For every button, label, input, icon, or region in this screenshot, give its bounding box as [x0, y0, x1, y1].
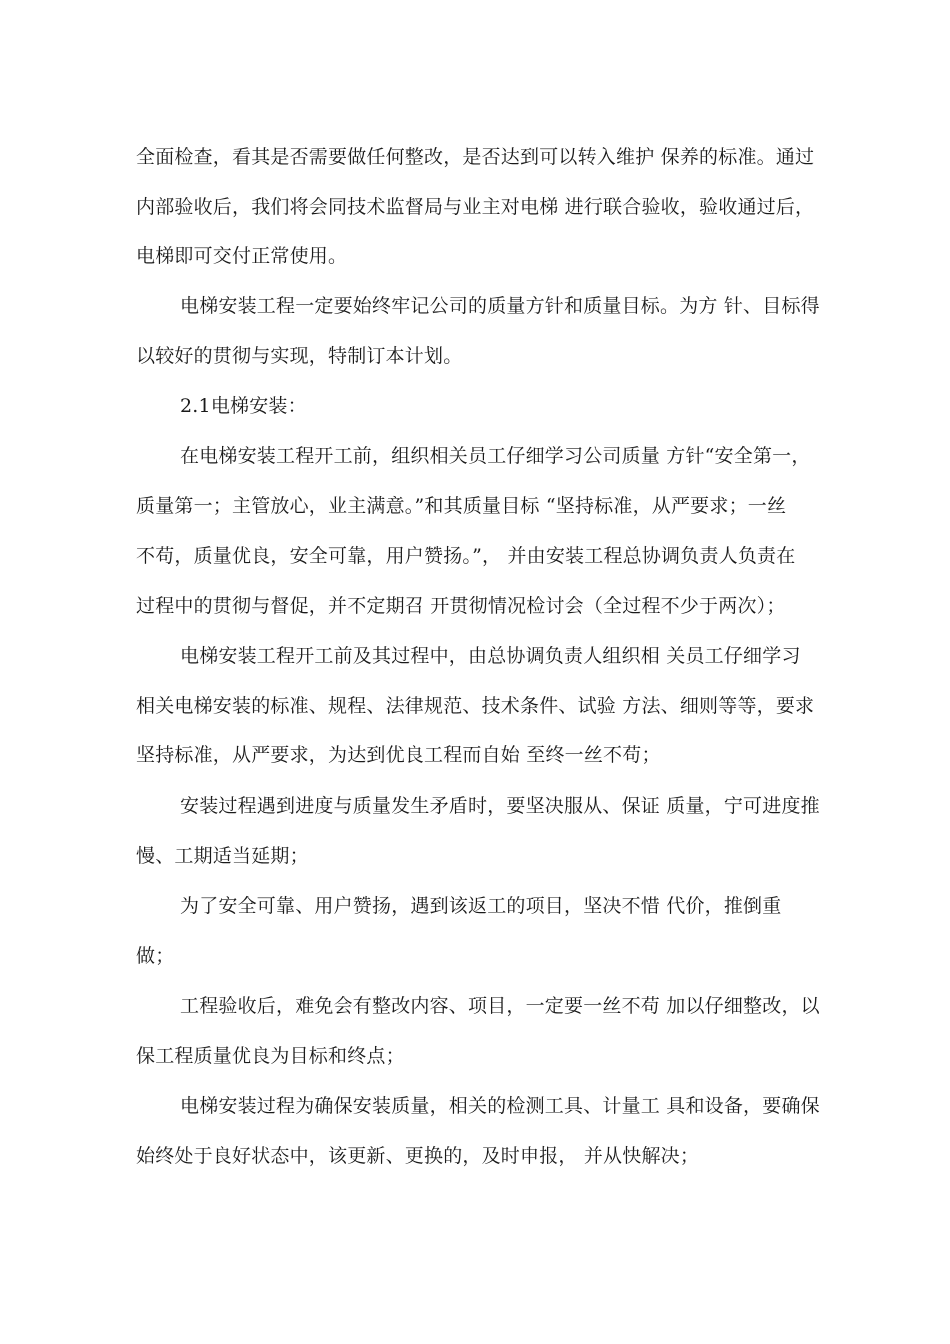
text-line-9: 不苟，质量优良，安全可靠，用户赞扬。”， 并由安装工程总协调负责人负责在: [136, 545, 796, 567]
text-line-7: 在电梯安装工程开工前，组织相关员工仔细学习公司质量 方针“安全第一，: [180, 445, 811, 467]
text-line-1: 全面检查，看其是否需要做任何整改，是否达到可以转入维护 保养的标准。通过: [136, 146, 815, 168]
text-line-4: 电梯安装工程一定要始终牢记公司的质量方针和质量目标。为方 针、目标得: [180, 295, 820, 317]
text-line-20: 电梯安装过程为确保安装质量，相关的检测工具、计量工 具和设备，要确保: [180, 1095, 820, 1117]
text-line-17: 做；: [136, 945, 175, 967]
text-line-14: 安装过程遇到进度与质量发生矛盾时，要坚决服从、保证 质量，宁可进度推: [180, 795, 820, 817]
text-line-15: 慢、工期适当延期；: [136, 845, 309, 867]
section-heading: 2.1电梯安装：: [180, 395, 307, 417]
text-line-5: 以较好的贯彻与实现，特制订本计划。: [136, 345, 463, 367]
text-line-10: 过程中的贯彻与督促，并不定期召 开贯彻情况检讨会（全过程不少于两次）；: [136, 595, 786, 617]
text-line-13: 坚持标准，从严要求，为达到优良工程而自始 至终一丝不苟；: [136, 744, 661, 766]
text-line-18: 工程验收后，难免会有整改内容、项目，一定要一丝不苟 加以仔细整改，以: [180, 995, 820, 1017]
text-line-8: 质量第一；主管放心，业主满意。”和其质量目标 “坚持标准，从严要求；一丝: [136, 495, 787, 517]
text-line-19: 保工程质量优良为目标和终点；: [136, 1045, 405, 1067]
text-line-21: 始终处于良好状态中，该更新、更换的，及时申报， 并从快解决；: [136, 1145, 700, 1167]
text-line-12: 相关电梯安装的标准、规程、法律规范、技术条件、试验 方法、细则等等，要求: [136, 695, 815, 717]
text-line-16: 为了安全可靠、用户赞扬，遇到该返工的项目，坚决不惜 代价，推倒重: [180, 895, 782, 917]
text-line-2: 内部验收后，我们将会同技术监督局与业主对电梯 进行联合验收，验收通过后，: [136, 196, 815, 218]
text-line-11: 电梯安装工程开工前及其过程中，由总协调负责人组织相 关员工仔细学习: [180, 645, 801, 667]
text-line-3: 电梯即可交付正常使用。: [136, 245, 348, 267]
